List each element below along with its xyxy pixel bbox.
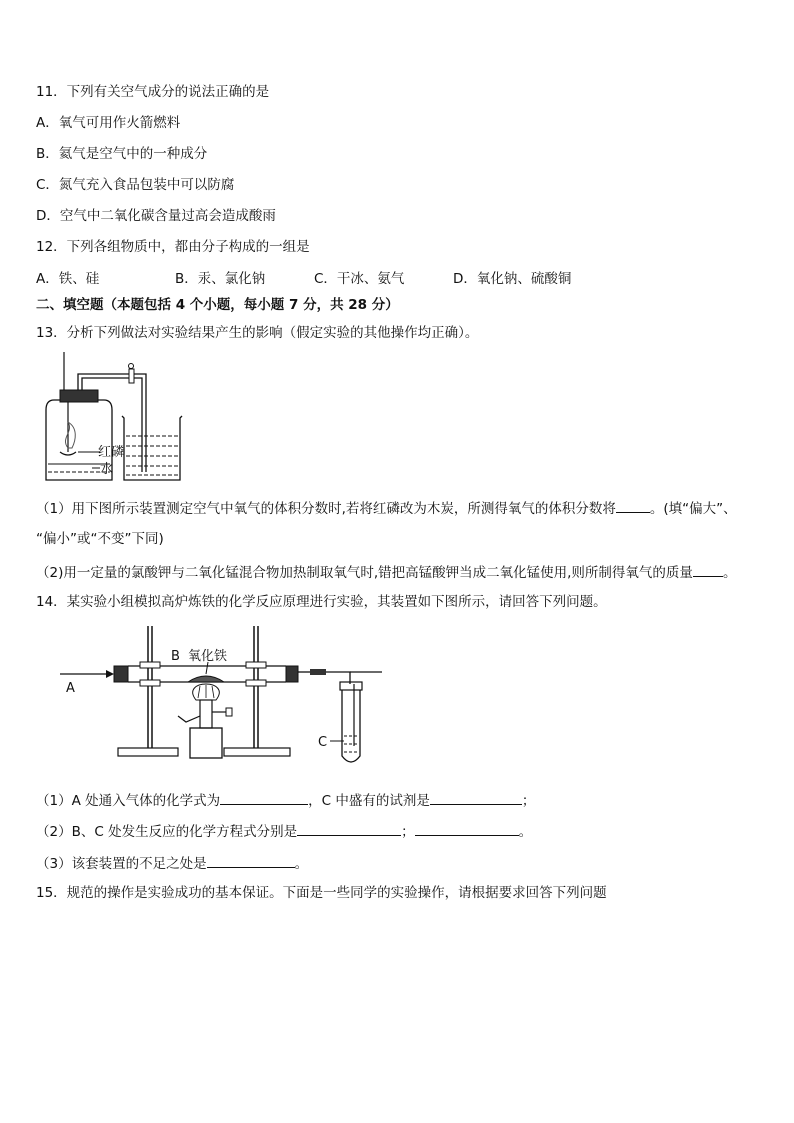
- q13-part1-text-a: （1）用下图所示装置测定空气中氧气的体积分数时,若将红磷改为木炭，所测得氧气的体积分数将: [36, 501, 616, 517]
- q13-stem: 13．分析下列做法对实验结果产生的影响（假定实验的其他操作均正确）。: [36, 325, 479, 341]
- q14-part3-text-a: （3）该套装置的不足之处是: [36, 856, 207, 872]
- q11-option-b: B．氦气是空气中的一种成分: [36, 146, 208, 162]
- q14-apparatus-figure: [60, 624, 390, 772]
- q14-part1-text-b: ，C 中盛有的试剂是: [308, 793, 430, 809]
- q13-part1-line2: “偏小”或“不变”下同): [36, 531, 164, 547]
- q14-part2-line: [36, 821, 532, 841]
- q14-part3-text-b: 。: [294, 856, 309, 872]
- q12-option-b: B．汞、氯化钠: [175, 271, 266, 287]
- q11-option-a: A．氧气可用作火箭燃料: [36, 115, 181, 131]
- red-phosphorus-label: 红磷: [98, 445, 125, 460]
- q15-stem: 15．规范的操作是实验成功的基本保证。下面是一些同学的实验操作，请根据要求回答下列问题: [36, 885, 607, 901]
- iron-oxide-label: 氧化铁: [188, 649, 228, 664]
- label-a: A: [66, 681, 75, 696]
- q11-option-d: D．空气中二氧化碳含量过高会造成酸雨: [36, 208, 276, 224]
- q13-part1-text-b: 。(填“偏大”、: [649, 501, 737, 517]
- section-heading: 二、填空题（本题包括 4 个小题，每小题 7 分，共 28 分）: [36, 297, 399, 313]
- q11-stem: 11．下列有关空气成分的说法正确的是: [36, 84, 270, 100]
- label-c: C: [318, 735, 328, 750]
- q12-stem: 12．下列各组物质中，都由分子构成的一组是: [36, 239, 310, 255]
- q13-part2-blank[interactable]: [693, 562, 723, 577]
- q14-part1-text-c: ；: [521, 793, 536, 809]
- q14-part1-line: [36, 790, 535, 810]
- q12-option-c: C．干冰、氨气: [314, 271, 405, 287]
- q14-part2-text-b: ；: [401, 824, 415, 840]
- q14-part2-text-c: 。: [518, 824, 533, 840]
- water-label: 水: [100, 462, 114, 477]
- q14-part3-line: [36, 853, 308, 873]
- q14-part3-blank[interactable]: [207, 853, 295, 868]
- q13-part1-blank[interactable]: [616, 498, 650, 513]
- q13-part1-line1: [36, 498, 737, 518]
- q13-apparatus-figure: [40, 352, 190, 486]
- label-b: B: [171, 649, 180, 664]
- q14-part2-blank-1[interactable]: [297, 821, 401, 836]
- q14-part1-text-a: （1）A 处通入气体的化学式为: [36, 793, 221, 809]
- q14-stem: 14．某实验小组模拟高炉炼铁的化学反应原理进行实验，其装置如下图所示，请回答下列问题。: [36, 594, 607, 610]
- q14-part2-text-a: （2）B、C 处发生反应的化学方程式分别是: [36, 824, 298, 840]
- q14-part1-blank-2[interactable]: [430, 790, 522, 805]
- q13-part2-text-a: （2)用一定量的氯酸钾与二氧化锰混合物加热制取氧气时,错把高锰酸钾当成二氧化锰使用,则所制得氧气的质量: [36, 565, 693, 581]
- q12-option-a: A．铁、硅: [36, 271, 100, 287]
- q11-option-c: C．氮气充入食品包装中可以防腐: [36, 177, 235, 193]
- q14-part2-blank-2[interactable]: [415, 821, 519, 836]
- q13-part2-text-b: 。: [722, 565, 737, 581]
- q14-part1-blank-1[interactable]: [220, 790, 308, 805]
- q12-option-d: D．氧化钠、硫酸铜: [453, 271, 572, 287]
- q13-part2-line: [36, 562, 736, 582]
